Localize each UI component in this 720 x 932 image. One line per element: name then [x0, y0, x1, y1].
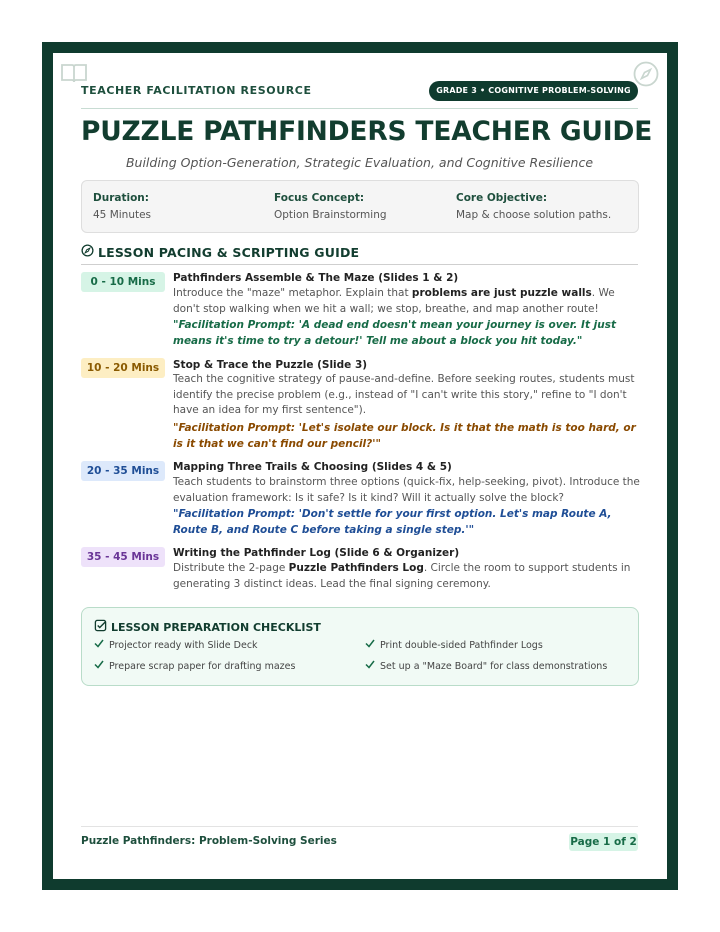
section-divider	[81, 264, 638, 265]
checkbox-icon	[94, 619, 107, 635]
checklist-item	[94, 639, 258, 651]
checklist-item-text: Set up a "Maze Board" for class demonstrations	[380, 660, 608, 672]
header-divider	[81, 108, 638, 109]
page-title: PUZZLE PATHFINDERS TEACHER GUIDE	[81, 116, 653, 147]
row-body: Teach the cognitive strategy of pause-and-define. Before seeking routes, students must identify the precise problem (e.g., instead of "I can't write this story," refine to "I don't have an idea for my first sentence").	[173, 373, 635, 417]
pacing-heading-text: LESSON PACING & SCRIPTING GUIDE	[98, 244, 360, 260]
info-duration	[93, 192, 151, 221]
page-number-badge: Page 1 of 2	[569, 833, 638, 851]
time-badge: 0 - 10 Mins	[81, 272, 165, 292]
info-core-objective	[456, 192, 611, 221]
check-icon	[94, 660, 104, 672]
facilitation-prompt: "Facilitation Prompt: 'Don't settle for your first option. Let's map Route A, Route B, and Route C before taking a single step.'"	[173, 508, 612, 536]
compass-icon	[81, 244, 94, 260]
checklist-item	[365, 660, 607, 672]
info-focus-concept	[274, 192, 387, 221]
info-value: Option Brainstorming	[274, 209, 387, 221]
row-body: Introduce the "maze" metaphor. Explain that problems are just puzzle walls. We don't stop walking when we hit a wall; we stop, breathe, and map another route!	[173, 287, 615, 315]
pacing-section-heading	[81, 244, 359, 260]
grade-badge: GRADE 3 • COGNITIVE PROBLEM-SOLVING	[429, 81, 638, 101]
row-body: Distribute the 2-page Puzzle Pathfinders Log. Circle the room to support students in generating 3 distinct ideas. Lead the final signing ceremony.	[173, 562, 631, 590]
checklist-item	[94, 660, 295, 672]
checklist-item	[365, 639, 543, 651]
row-body: Teach students to brainstorm three options (quick-fix, help-seeking, pivot). Introduce the evaluation framework: Is it safe? Is it kind? Will it actually solve the block?	[173, 476, 640, 504]
check-icon	[365, 639, 375, 651]
emphasis-text: Puzzle Pathfinders Log	[288, 562, 424, 574]
info-label: Duration:	[93, 192, 149, 204]
check-icon	[94, 639, 104, 651]
info-label: Core Objective:	[456, 192, 548, 204]
row-title: Stop & Trace the Puzzle (Slide 3)	[173, 359, 368, 371]
resource-label: TEACHER FACILITATION RESOURCE	[81, 84, 312, 97]
row-title: Mapping Three Trails & Choosing (Slides 4 & 5)	[173, 461, 452, 473]
row-title: Pathfinders Assemble & The Maze (Slides 1 & 2)	[173, 272, 459, 284]
checklist-item-text: Prepare scrap paper for drafting mazes	[109, 660, 296, 672]
preparation-checklist	[81, 607, 639, 686]
check-icon	[365, 660, 375, 672]
checklist-item-text: Print double-sided Pathfinder Logs	[380, 639, 543, 651]
facilitation-prompt: "Facilitation Prompt: 'Let's isolate our block. Is it that the math is too hard, or is it that we can't find our pencil?'"	[173, 422, 636, 450]
info-label: Focus Concept:	[274, 192, 365, 204]
footer-series: Puzzle Pathfinders: Problem-Solving Series	[81, 835, 337, 847]
info-value: Map & choose solution paths.	[456, 209, 612, 221]
facilitation-prompt: "Facilitation Prompt: 'A dead end doesn't mean your journey is over. It just means it's time to try a detour!' Tell me about a block you hit today."	[173, 319, 616, 347]
info-value: 45 Minutes	[93, 209, 152, 221]
time-badge: 35 - 45 Mins	[81, 547, 165, 567]
row-title: Writing the Pathfinder Log (Slide 6 & Organizer)	[173, 547, 460, 559]
time-badge: 20 - 35 Mins	[81, 461, 165, 481]
lesson-info-box	[81, 180, 639, 233]
checklist-title	[94, 619, 321, 635]
checklist-item-text: Projector ready with Slide Deck	[109, 639, 258, 651]
emphasis-text: problems are just puzzle walls	[411, 287, 592, 299]
page-subtitle: Building Option-Generation, Strategic Evaluation, and Cognitive Resilience	[125, 155, 594, 170]
time-badge: 10 - 20 Mins	[81, 358, 165, 378]
checklist-title-text: LESSON PREPARATION CHECKLIST	[111, 620, 321, 634]
footer-divider	[81, 826, 638, 827]
